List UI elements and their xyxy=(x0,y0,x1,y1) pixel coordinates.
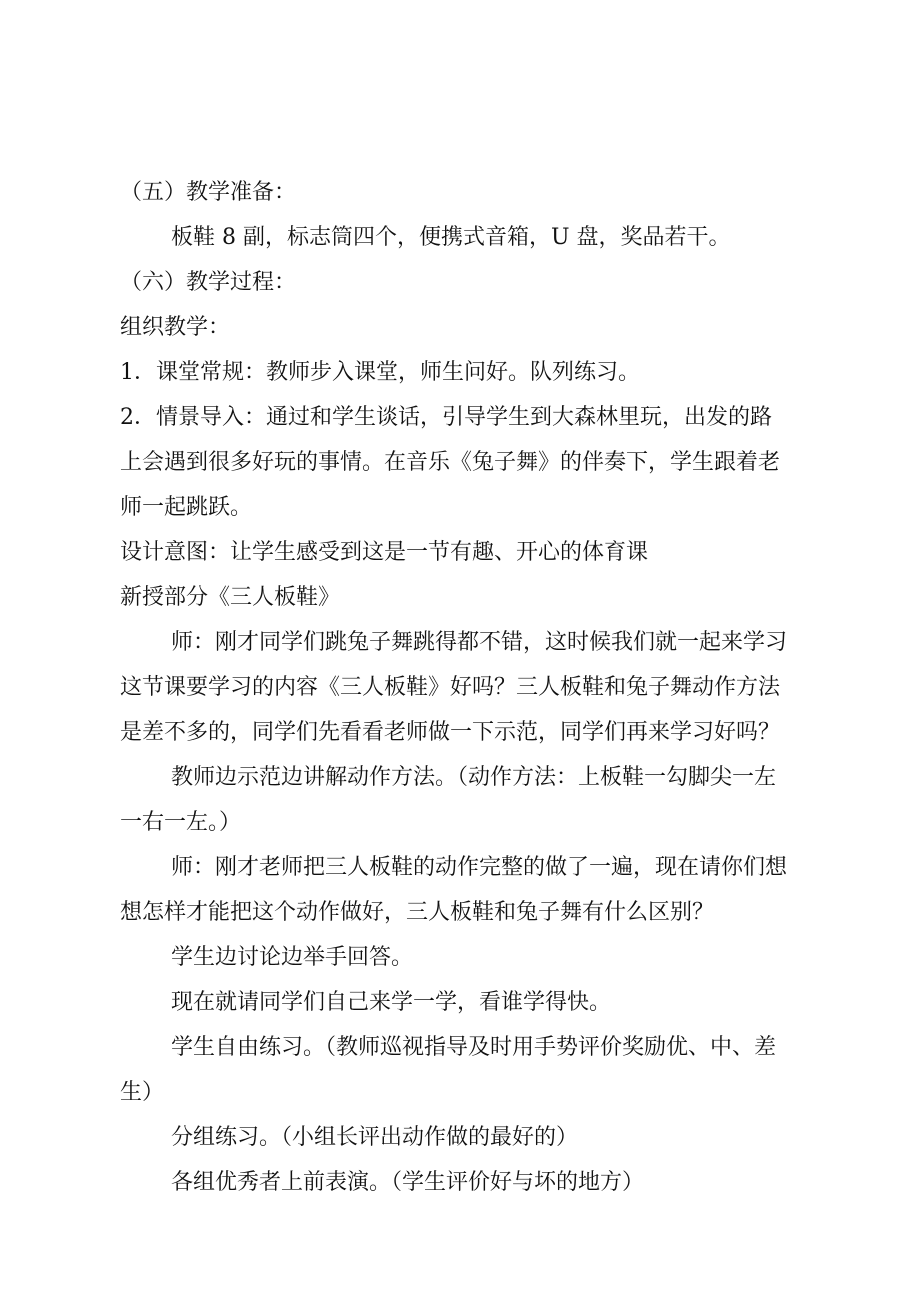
text-line: 这节课要学习的内容《三人板鞋》好吗？三人板鞋和兔子舞动作方法 xyxy=(120,675,781,700)
text-line: 上会遇到很多好玩的事情。在音乐《兔子舞》的伴奏下，学生跟着老 xyxy=(120,450,781,475)
text-line: 教师边示范边讲解动作方法。（动作方法：上板鞋一勾脚尖一左 xyxy=(171,765,777,790)
text-line: 各组优秀者上前表演。（学生评价好与坏的地方） xyxy=(171,1170,645,1195)
text-line: 现在就请同学们自己来学一学，看谁学得快。 xyxy=(171,990,612,1015)
text-line: 生） xyxy=(120,1080,165,1105)
text-line: 学生自由练习。（教师巡视指导及时用手势评价奖励优、中、差 xyxy=(171,1035,777,1060)
text-line: 新授部分《三人板鞋》 xyxy=(120,585,341,610)
text-line: 师一起跳跃。 xyxy=(120,495,253,520)
text-line: 分组练习。（小组长评出动作做的最好的） xyxy=(171,1125,579,1150)
text-line: 一右一左。） xyxy=(120,810,242,835)
text-line: 设计意图：让学生感受到这是一节有趣、开心的体育课 xyxy=(120,540,649,565)
text-line: 师：刚才老师把三人板鞋的动作完整的做了一遍，现在请你们想 xyxy=(171,855,788,880)
text-line: 1．课堂常规：教师步入课堂，师生问好。队列练习。 xyxy=(120,360,640,385)
text-line: 板鞋 8 副，标志筒四个，便携式音箱，U 盘，奖品若干。 xyxy=(171,225,731,250)
document-body xyxy=(120,170,820,1205)
text-line: 学生边讨论边举手回答。 xyxy=(171,945,414,970)
text-line: （六）教学过程： xyxy=(120,270,297,295)
text-line: 2．情景导入：通过和学生谈话，引导学生到大森林里玩，出发的路 xyxy=(120,405,772,430)
text-line: 师：刚才同学们跳兔子舞跳得都不错，这时候我们就一起来学习 xyxy=(171,630,788,655)
text-line: 想怎样才能把这个动作做好，三人板鞋和兔子舞有什么区别？ xyxy=(120,900,715,925)
text-line: （五）教学准备： xyxy=(120,180,297,205)
text-line: 组织教学： xyxy=(120,315,231,340)
text-line: 是差不多的，同学们先看看老师做一下示范，同学们再来学习好吗？ xyxy=(120,720,781,745)
